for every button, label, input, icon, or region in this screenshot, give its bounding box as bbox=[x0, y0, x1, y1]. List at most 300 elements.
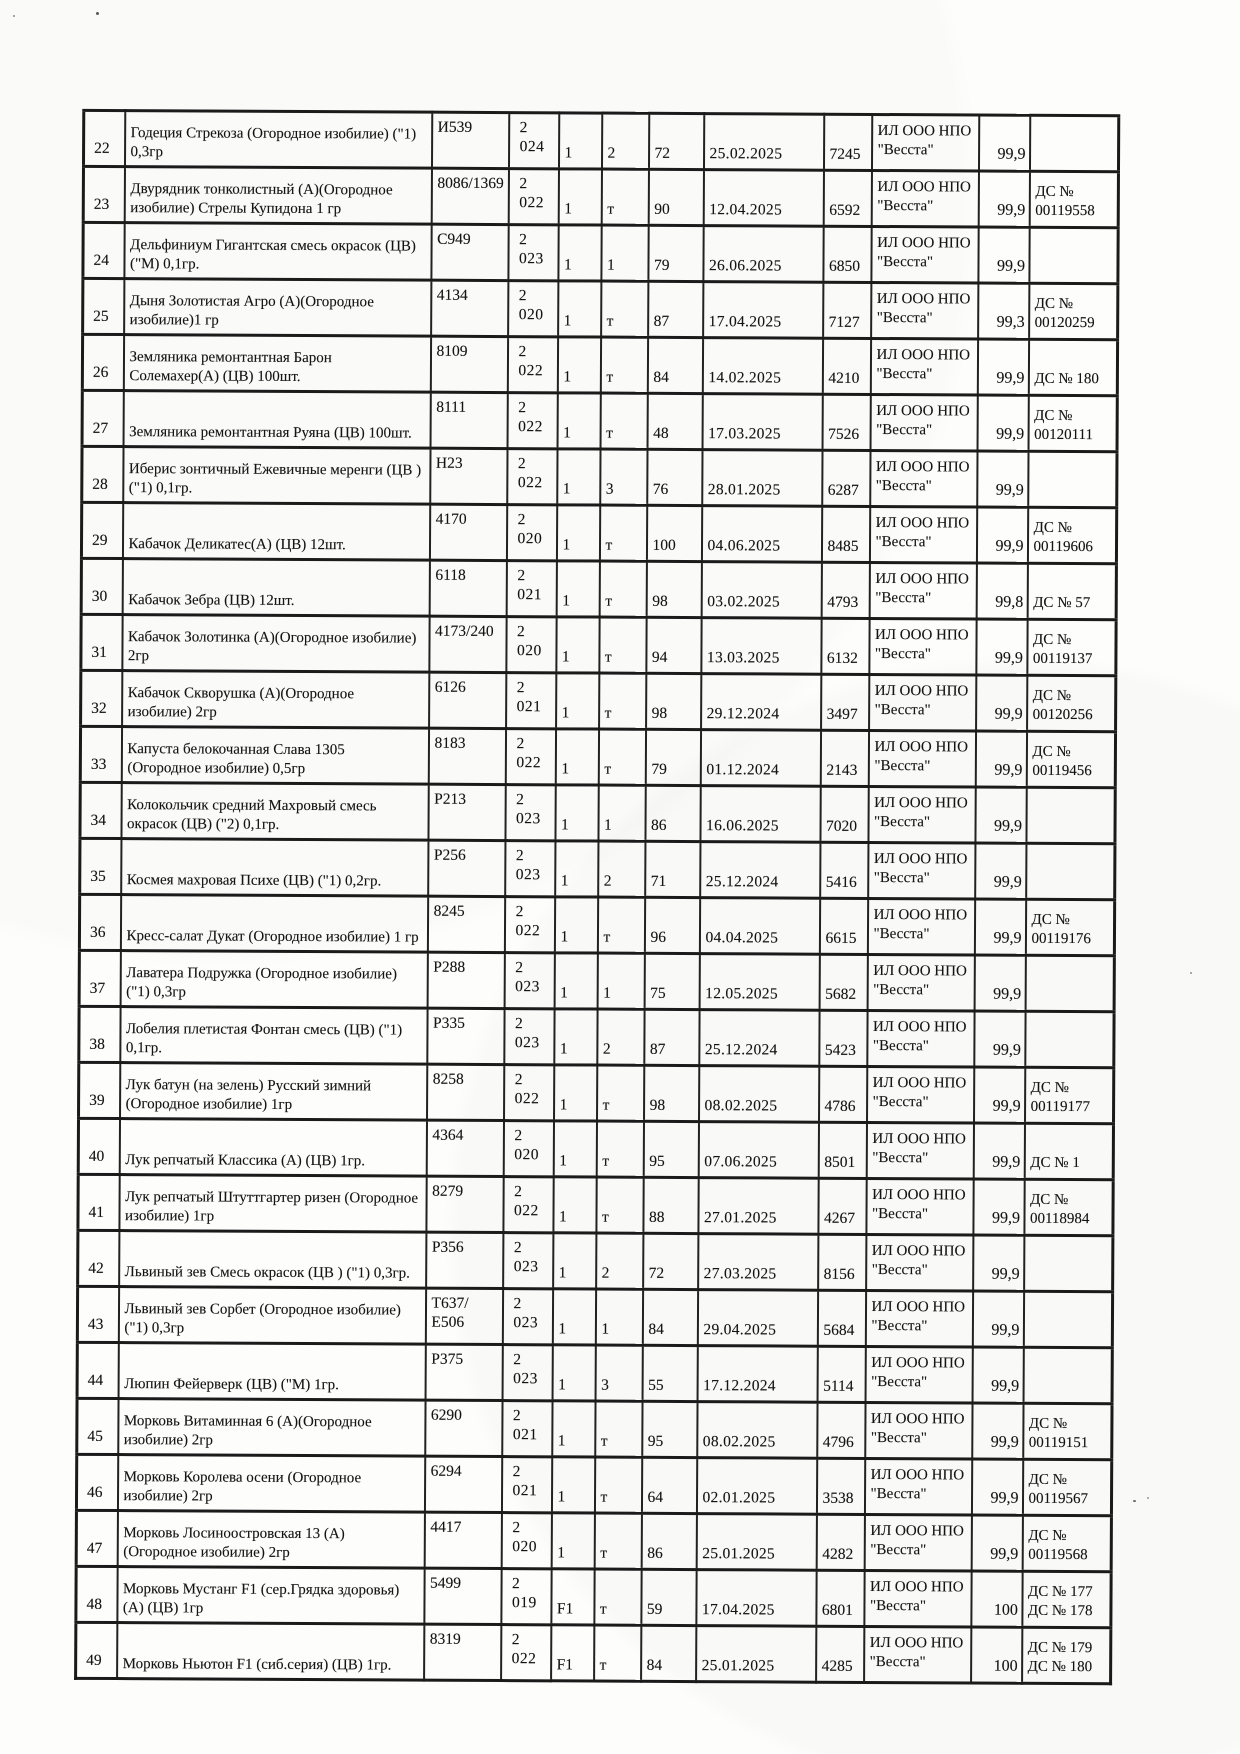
col-germination: 95 bbox=[649, 1152, 665, 1170]
col-class: т bbox=[605, 592, 613, 610]
col-lab: ИЛ ООО НПО "Весста" bbox=[871, 1243, 966, 1278]
col-name: Лаватера Подружка (Огородное изобилие) ("1) 0,3гр bbox=[126, 965, 398, 1001]
col-reproduction: 1 bbox=[559, 1040, 568, 1058]
col-number: 37 bbox=[89, 979, 106, 998]
col-protocol: 5682 bbox=[825, 985, 857, 1003]
col-percent: 99,9 bbox=[994, 762, 1023, 780]
col-lab: ИЛ ООО НПО "Весста" bbox=[871, 1187, 966, 1222]
col-code: 8319 bbox=[429, 1630, 461, 1648]
col-number: 31 bbox=[91, 643, 107, 662]
col-germination: 94 bbox=[651, 648, 668, 666]
col-name: Морковь Лосиноостровская 13 (А)(Огородное изобилие) 2гр bbox=[123, 1525, 345, 1561]
col-protocol: 4282 bbox=[822, 1545, 854, 1563]
col-date: 14.02.2025 bbox=[708, 369, 782, 387]
col-germination: 96 bbox=[650, 928, 667, 946]
col-protocol: 7526 bbox=[828, 425, 860, 444]
col-year: 2 021 bbox=[516, 679, 542, 716]
col-year: 2 021 bbox=[512, 1407, 538, 1444]
col-code: 6290 bbox=[430, 1406, 463, 1424]
col-germination: 76 bbox=[652, 480, 669, 499]
col-germination: 79 bbox=[653, 256, 670, 275]
col-code: 8258 bbox=[432, 1070, 464, 1088]
col-percent: 99,9 bbox=[993, 930, 1022, 948]
col-class: 1 bbox=[601, 1320, 610, 1338]
col-name: Годеция Стрекоза (Огородное изобилие) ("1) 0,3гр bbox=[130, 125, 417, 160]
col-protocol: 2143 bbox=[826, 761, 858, 779]
col-ds: ДС № 00119137 bbox=[1032, 632, 1093, 667]
col-number: 30 bbox=[91, 587, 108, 606]
col-date: 01.12.2024 bbox=[706, 761, 780, 779]
col-name: Колокольчик средний Махровый смесь окрасок (ЦВ) ("2) 0,1гр. bbox=[127, 797, 377, 833]
col-ds: ДС № 180 bbox=[1034, 370, 1100, 387]
col-class: т bbox=[601, 1208, 609, 1226]
col-date: 08.02.2025 bbox=[704, 1097, 778, 1115]
col-number: 23 bbox=[93, 195, 110, 214]
col-class: 2 bbox=[601, 1264, 610, 1282]
col-percent: 99,9 bbox=[996, 370, 1025, 388]
col-number: 27 bbox=[92, 419, 109, 438]
col-code: 6294 bbox=[430, 1462, 462, 1480]
col-year: 2 023 bbox=[513, 1351, 538, 1388]
col-name: Кресс-салат Дукат (Огородное изобилие) 1 гр bbox=[126, 927, 419, 946]
col-date: 25.12.2024 bbox=[705, 873, 779, 891]
col-class: т bbox=[599, 1600, 607, 1618]
col-year: 2 023 bbox=[515, 959, 541, 996]
col-germination: 55 bbox=[648, 1376, 664, 1394]
col-date: 08.02.2025 bbox=[702, 1433, 776, 1451]
col-lab: ИЛ ООО НПО "Весста" bbox=[874, 795, 968, 830]
col-name: Капуста белокочанная Слава 1305 (Огородное изобилие) 0,5гр bbox=[127, 741, 345, 777]
col-lab: ИЛ ООО НПО "Весста" bbox=[877, 179, 971, 214]
col-protocol: 4210 bbox=[828, 369, 860, 388]
col-class: т bbox=[604, 704, 612, 722]
col-protocol: 4267 bbox=[823, 1209, 856, 1227]
col-number: 32 bbox=[91, 699, 107, 718]
col-class: 3 bbox=[605, 480, 614, 498]
col-percent: 99,3 bbox=[996, 314, 1025, 332]
col-name: Львиный зев Смесь окрасок (ЦВ ) ("1) 0,3гр. bbox=[124, 1263, 410, 1282]
table-row bbox=[82, 390, 1117, 451]
col-date: 28.01.2025 bbox=[707, 481, 781, 499]
col-reproduction: 1 bbox=[563, 256, 572, 274]
col-year: 2 023 bbox=[518, 231, 544, 268]
col-code: 4364 bbox=[432, 1126, 464, 1144]
col-code: Р256 bbox=[433, 846, 466, 864]
col-year: 2 019 bbox=[511, 1575, 537, 1612]
col-lab: ИЛ ООО НПО "Весста" bbox=[871, 1299, 966, 1334]
col-name: Дельфиниум Гигантская смесь окрасок (ЦВ) ("М) 0,1гр. bbox=[129, 237, 416, 273]
col-name: Космея махровая Психе (ЦВ) ("1) 0,2гр. bbox=[126, 871, 382, 890]
col-ds: ДС № 00118984 bbox=[1029, 1192, 1090, 1227]
col-protocol: 8501 bbox=[824, 1153, 856, 1171]
col-reproduction: 1 bbox=[558, 1376, 566, 1394]
col-date: 25.01.2025 bbox=[701, 1657, 775, 1675]
col-year: 2 022 bbox=[516, 735, 542, 772]
table-row bbox=[77, 1398, 1112, 1459]
col-lab: ИЛ ООО НПО "Весста" bbox=[869, 1579, 964, 1614]
col-class: 1 bbox=[603, 984, 611, 1002]
col-percent: 99,9 bbox=[997, 146, 1026, 164]
col-ds: ДС № 00119568 bbox=[1028, 1528, 1088, 1563]
col-lab: ИЛ ООО НПО "Весста" bbox=[876, 403, 970, 438]
seed-table-body bbox=[76, 110, 1119, 1683]
scan-speck bbox=[96, 12, 99, 15]
col-code: 5499 bbox=[430, 1574, 462, 1592]
col-number: 40 bbox=[88, 1147, 105, 1166]
col-year: 2 022 bbox=[518, 343, 544, 380]
col-name: Лук батун (на зелень) Русский зимний (Огородное изобилие) 1гр bbox=[125, 1077, 372, 1113]
col-protocol: 5684 bbox=[823, 1321, 855, 1339]
col-class: т bbox=[607, 200, 615, 218]
col-name: Морковь Мустанг F1 (сер.Грядка здоровья) (А) (ЦВ) 1гр bbox=[122, 1581, 400, 1617]
col-year: 2 022 bbox=[511, 1631, 537, 1668]
col-year: 2 023 bbox=[516, 791, 541, 828]
table-row bbox=[79, 894, 1114, 955]
col-ds: ДС № 00120256 bbox=[1032, 688, 1093, 723]
scan-speck bbox=[1133, 1500, 1136, 1502]
col-percent: 99,9 bbox=[992, 1098, 1021, 1116]
col-ds: ДС № 00119176 bbox=[1031, 912, 1091, 947]
col-ds: ДС № 00119558 bbox=[1035, 184, 1095, 219]
col-class: 1 bbox=[606, 256, 615, 274]
col-reproduction: F1 bbox=[556, 1656, 574, 1674]
col-reproduction: 1 bbox=[557, 1544, 566, 1562]
col-ds: ДС № 00119151 bbox=[1028, 1416, 1089, 1451]
col-class: 2 bbox=[603, 872, 612, 890]
col-class: 1 bbox=[604, 816, 612, 834]
col-code: Р288 bbox=[433, 958, 466, 976]
col-year: 2 022 bbox=[514, 1071, 540, 1108]
col-year: 2 023 bbox=[513, 1295, 539, 1332]
table-row bbox=[80, 782, 1115, 843]
col-year: 2 024 bbox=[519, 119, 545, 156]
table-row bbox=[77, 1342, 1112, 1403]
col-germination: 87 bbox=[649, 1040, 666, 1058]
col-protocol: 6592 bbox=[829, 201, 861, 220]
col-class: т bbox=[602, 1152, 610, 1170]
col-name: Морковь Витаминная 6 (А)(Огородное изобилие) 2гр bbox=[123, 1413, 372, 1449]
col-germination: 75 bbox=[650, 984, 666, 1002]
col-percent: 99,9 bbox=[991, 1378, 1020, 1396]
col-date: 27.01.2025 bbox=[703, 1209, 777, 1227]
col-name: Лук репчатый Классика (А) (ЦВ) 1гр. bbox=[125, 1151, 366, 1170]
scan-speck bbox=[1147, 1497, 1149, 1499]
col-number: 46 bbox=[87, 1483, 103, 1502]
col-ds: ДС № 00119567 bbox=[1028, 1472, 1089, 1507]
col-ds bbox=[1029, 453, 1116, 506]
col-germination: 72 bbox=[648, 1264, 665, 1282]
col-germination: 98 bbox=[649, 1096, 666, 1114]
col-protocol: 6801 bbox=[821, 1601, 853, 1619]
col-lab: ИЛ ООО НПО "Весста" bbox=[877, 123, 972, 158]
col-percent: 99,9 bbox=[994, 706, 1023, 724]
col-year: 2 020 bbox=[512, 1519, 538, 1556]
col-code: 6126 bbox=[434, 678, 466, 696]
col-protocol: 3497 bbox=[826, 705, 858, 723]
col-germination: 84 bbox=[648, 1320, 664, 1338]
col-ds bbox=[1027, 789, 1114, 842]
col-date: 04.04.2025 bbox=[705, 929, 779, 947]
col-number: 47 bbox=[86, 1539, 103, 1558]
col-lab: ИЛ ООО НПО "Весста" bbox=[875, 571, 969, 606]
table-row bbox=[81, 558, 1116, 619]
col-lab: ИЛ ООО НПО "Весста" bbox=[872, 1075, 967, 1110]
col-class: 3 bbox=[601, 1376, 609, 1394]
col-year: 2 021 bbox=[512, 1463, 538, 1500]
col-germination: 48 bbox=[653, 424, 669, 443]
col-lab: ИЛ ООО НПО "Весста" bbox=[870, 1411, 965, 1446]
col-ds: ДС № 00120259 bbox=[1034, 296, 1095, 331]
col-germination: 72 bbox=[654, 144, 671, 163]
table-row bbox=[82, 446, 1117, 507]
col-ds: ДС № 179 ДС № 180 bbox=[1027, 1640, 1093, 1675]
col-ds: ДС № 00119177 bbox=[1030, 1080, 1091, 1115]
col-number: 28 bbox=[92, 475, 108, 494]
col-code: Р213 bbox=[434, 790, 467, 808]
col-percent: 99,9 bbox=[995, 538, 1024, 556]
col-year: 2 023 bbox=[515, 847, 541, 884]
col-lab: ИЛ ООО НПО "Весста" bbox=[870, 1467, 965, 1502]
col-year: 2 020 bbox=[517, 511, 543, 548]
col-name: Дыня Золотистая Агро (А)(Огородное изобилие)1 гр bbox=[129, 293, 374, 329]
col-date: 27.03.2025 bbox=[703, 1265, 777, 1283]
col-percent: 99,9 bbox=[991, 1210, 1021, 1228]
col-percent: 99,9 bbox=[993, 986, 1022, 1004]
col-number: 22 bbox=[94, 139, 110, 158]
col-percent: 99,9 bbox=[995, 482, 1024, 500]
col-date: 13.03.2025 bbox=[706, 649, 780, 667]
col-date: 25.01.2025 bbox=[702, 1545, 776, 1563]
col-percent: 99,9 bbox=[990, 1434, 1019, 1452]
col-date: 29.04.2025 bbox=[703, 1321, 777, 1339]
col-date: 26.06.2025 bbox=[708, 257, 782, 275]
col-protocol: 6287 bbox=[827, 481, 859, 499]
col-number: 43 bbox=[87, 1315, 104, 1334]
col-lab: ИЛ ООО НПО "Весста" bbox=[870, 1523, 964, 1558]
col-date: 04.06.2025 bbox=[707, 537, 781, 555]
col-lab: ИЛ ООО НПО "Весста" bbox=[875, 515, 970, 550]
col-reproduction: 1 bbox=[560, 928, 569, 946]
col-protocol: 3538 bbox=[822, 1489, 854, 1507]
col-ds bbox=[1024, 1293, 1111, 1346]
col-reproduction: 1 bbox=[559, 1096, 568, 1114]
col-reproduction: 1 bbox=[558, 1264, 567, 1282]
col-percent: 99,9 bbox=[990, 1546, 1019, 1564]
table-row bbox=[76, 1454, 1111, 1515]
col-reproduction: 1 bbox=[562, 592, 571, 610]
col-number: 29 bbox=[91, 531, 108, 550]
col-reproduction: 1 bbox=[559, 1152, 568, 1170]
col-class: 2 bbox=[602, 1040, 611, 1058]
table-row bbox=[80, 726, 1115, 787]
col-germination: 100 bbox=[652, 536, 676, 555]
col-ds: ДС № 57 bbox=[1033, 594, 1091, 611]
col-reproduction: 1 bbox=[563, 368, 572, 386]
col-year: 2 022 bbox=[515, 903, 541, 940]
col-number: 33 bbox=[90, 755, 107, 774]
col-code: 4173/240 bbox=[435, 622, 494, 640]
col-reproduction: 1 bbox=[557, 1488, 566, 1506]
col-number: 42 bbox=[88, 1259, 104, 1278]
table-row bbox=[79, 1062, 1114, 1123]
col-year: 2 021 bbox=[517, 567, 543, 604]
col-ds bbox=[1025, 1237, 1112, 1290]
col-number: 48 bbox=[86, 1595, 103, 1614]
col-name: Лобелия плетистая Фонтан смесь (ЦВ) ("1) 0,1гр. bbox=[125, 1021, 403, 1056]
col-ds bbox=[1024, 1349, 1111, 1402]
col-date: 16.06.2025 bbox=[706, 817, 779, 835]
col-name: Кабачок Зебра (ЦВ) 12шт. bbox=[128, 591, 295, 609]
col-germination: 86 bbox=[647, 1544, 663, 1562]
col-code: 8245 bbox=[433, 902, 465, 920]
col-code: Т637/Е506 bbox=[431, 1294, 469, 1331]
col-reproduction: 1 bbox=[557, 1432, 566, 1450]
col-protocol: 6615 bbox=[825, 929, 857, 947]
col-class: т bbox=[603, 928, 611, 946]
col-reproduction: 1 bbox=[563, 424, 571, 442]
col-germination: 87 bbox=[653, 312, 670, 331]
col-germination: 86 bbox=[651, 816, 667, 834]
col-reproduction: 1 bbox=[561, 704, 570, 722]
col-class: т bbox=[605, 536, 613, 554]
col-code: И539 bbox=[437, 118, 473, 136]
table-row bbox=[78, 1118, 1113, 1179]
col-code: Р375 bbox=[431, 1350, 464, 1368]
col-date: 12.04.2025 bbox=[709, 201, 783, 219]
col-lab: ИЛ ООО НПО "Весста" bbox=[874, 739, 969, 774]
table-row bbox=[83, 278, 1118, 339]
col-name: Лук репчатый Штуттгартер ризен (Огородное изобилие) 1гр bbox=[124, 1189, 419, 1225]
col-code: Р335 bbox=[432, 1014, 465, 1032]
col-class: 2 bbox=[607, 144, 616, 162]
col-reproduction: 1 bbox=[561, 760, 570, 778]
col-ds: ДС № 1 bbox=[1030, 1154, 1080, 1171]
col-class: т bbox=[599, 1656, 607, 1674]
col-date: 07.06.2025 bbox=[704, 1153, 778, 1171]
col-class: т bbox=[604, 648, 612, 666]
col-germination: 84 bbox=[646, 1656, 663, 1674]
table-row bbox=[80, 838, 1115, 899]
col-name: Кабачок Скворушка (А)(Огородное изобилие) 2гр bbox=[127, 685, 355, 721]
col-reproduction: 1 bbox=[562, 536, 571, 554]
col-name: Иберис зонтичный Ежевичные меренги (ЦВ ) ("1) 0,1гр. bbox=[128, 461, 422, 497]
col-code: 8279 bbox=[432, 1182, 464, 1200]
table-row bbox=[77, 1286, 1112, 1347]
col-name: Кабачок Деликатес(А) (ЦВ) 12шт. bbox=[128, 535, 346, 553]
scan-speck bbox=[13, 15, 15, 17]
col-year: 2 022 bbox=[518, 399, 543, 436]
col-date: 17.12.2024 bbox=[703, 1377, 776, 1395]
table-row bbox=[78, 1230, 1113, 1291]
col-code: 4417 bbox=[430, 1518, 462, 1536]
col-germination: 79 bbox=[651, 760, 667, 778]
col-year: 2 023 bbox=[514, 1015, 540, 1052]
col-reproduction: 1 bbox=[561, 816, 569, 834]
col-code: 8183 bbox=[434, 734, 466, 752]
col-number: 36 bbox=[89, 923, 106, 942]
col-code: 4170 bbox=[435, 510, 467, 528]
col-class: т bbox=[600, 1488, 608, 1506]
col-protocol: 4285 bbox=[821, 1657, 853, 1675]
col-number: 49 bbox=[86, 1651, 102, 1670]
col-protocol: 5423 bbox=[824, 1041, 856, 1059]
col-name: Люпин Фейерверк (ЦВ) ("М) 1гр. bbox=[124, 1375, 339, 1393]
col-reproduction: 1 bbox=[558, 1208, 567, 1226]
col-date: 25.02.2025 bbox=[709, 145, 783, 163]
col-protocol: 7020 bbox=[826, 817, 858, 835]
col-protocol: 4786 bbox=[824, 1097, 856, 1115]
col-protocol: 8156 bbox=[823, 1265, 855, 1283]
col-code: 8111 bbox=[436, 398, 467, 416]
col-germination: 84 bbox=[653, 368, 669, 387]
col-ds bbox=[1030, 229, 1117, 282]
col-germination: 88 bbox=[648, 1208, 665, 1226]
col-lab: ИЛ ООО НПО "Весста" bbox=[875, 459, 970, 494]
col-ds: ДС № 177 ДС № 178 bbox=[1027, 1584, 1093, 1619]
table-row bbox=[81, 502, 1116, 563]
col-protocol: 7245 bbox=[829, 145, 861, 164]
col-percent: 99,9 bbox=[992, 1154, 1021, 1172]
col-number: 41 bbox=[88, 1203, 105, 1222]
col-date: 17.03.2025 bbox=[708, 425, 781, 443]
col-name: Земляника ремонтантная Руяна (ЦВ) 100шт. bbox=[129, 423, 412, 442]
col-lab: ИЛ ООО НПО "Весста" bbox=[872, 1131, 966, 1166]
col-ds: ДС № 00119606 bbox=[1033, 520, 1094, 555]
col-protocol: 5114 bbox=[823, 1377, 854, 1395]
col-percent: 99,9 bbox=[996, 426, 1025, 444]
table-row bbox=[76, 1566, 1111, 1627]
col-percent: 100 bbox=[993, 1658, 1018, 1676]
col-reproduction: 1 bbox=[558, 1320, 567, 1338]
col-protocol: 6132 bbox=[826, 649, 858, 667]
col-year: 2 022 bbox=[513, 1183, 539, 1220]
col-ds bbox=[1030, 117, 1117, 170]
col-lab: ИЛ ООО НПО "Весста" bbox=[873, 963, 967, 998]
col-number: 45 bbox=[87, 1427, 103, 1446]
table-row bbox=[79, 950, 1114, 1011]
col-name: Двурядник тонколистный (А)(Огородное изобилие) Стрелы Купидона 1 гр bbox=[130, 181, 393, 217]
col-code: 8086/1369 bbox=[437, 174, 504, 193]
col-name: Львиный зев Сорбет (Огородное изобилие) ("1) 0,3гр bbox=[124, 1301, 402, 1337]
col-name: Кабачок Золотинка (А)(Огородное изобилие) 2гр bbox=[127, 629, 417, 664]
col-ds bbox=[1026, 957, 1113, 1010]
col-code: 8109 bbox=[436, 342, 468, 360]
col-lab: ИЛ ООО НПО "Весста" bbox=[873, 851, 968, 886]
col-name: Земляника ремонтантная Барон Солемахер(А) (ЦВ) 100шт. bbox=[129, 349, 332, 385]
col-year: 2 020 bbox=[516, 623, 542, 660]
col-date: 29.12.2024 bbox=[706, 705, 780, 723]
col-ds: ДС № 00119456 bbox=[1032, 744, 1092, 779]
col-year: 2 023 bbox=[513, 1239, 539, 1276]
col-number: 26 bbox=[92, 363, 109, 382]
col-percent: 99,9 bbox=[996, 258, 1026, 276]
col-lab: ИЛ ООО НПО "Весста" bbox=[869, 1635, 964, 1670]
col-year: 2 020 bbox=[514, 1127, 540, 1164]
col-protocol: 7127 bbox=[828, 313, 860, 332]
col-year: 2 022 bbox=[517, 455, 543, 492]
col-lab: ИЛ ООО НПО "Весста" bbox=[871, 1355, 965, 1390]
col-date: 17.04.2025 bbox=[708, 313, 782, 331]
col-year: 2 022 bbox=[519, 175, 545, 212]
table-row bbox=[78, 1174, 1113, 1235]
col-code: Н23 bbox=[435, 454, 463, 472]
col-percent: 99,9 bbox=[994, 818, 1023, 836]
col-ds bbox=[1027, 845, 1114, 898]
col-lab: ИЛ ООО НПО "Весста" bbox=[873, 907, 968, 942]
col-percent: 99,9 bbox=[997, 202, 1026, 220]
col-name: Морковь Королева осени (Огородное изобилие) 2гр bbox=[123, 1469, 362, 1505]
col-date: 02.01.2025 bbox=[702, 1489, 776, 1507]
